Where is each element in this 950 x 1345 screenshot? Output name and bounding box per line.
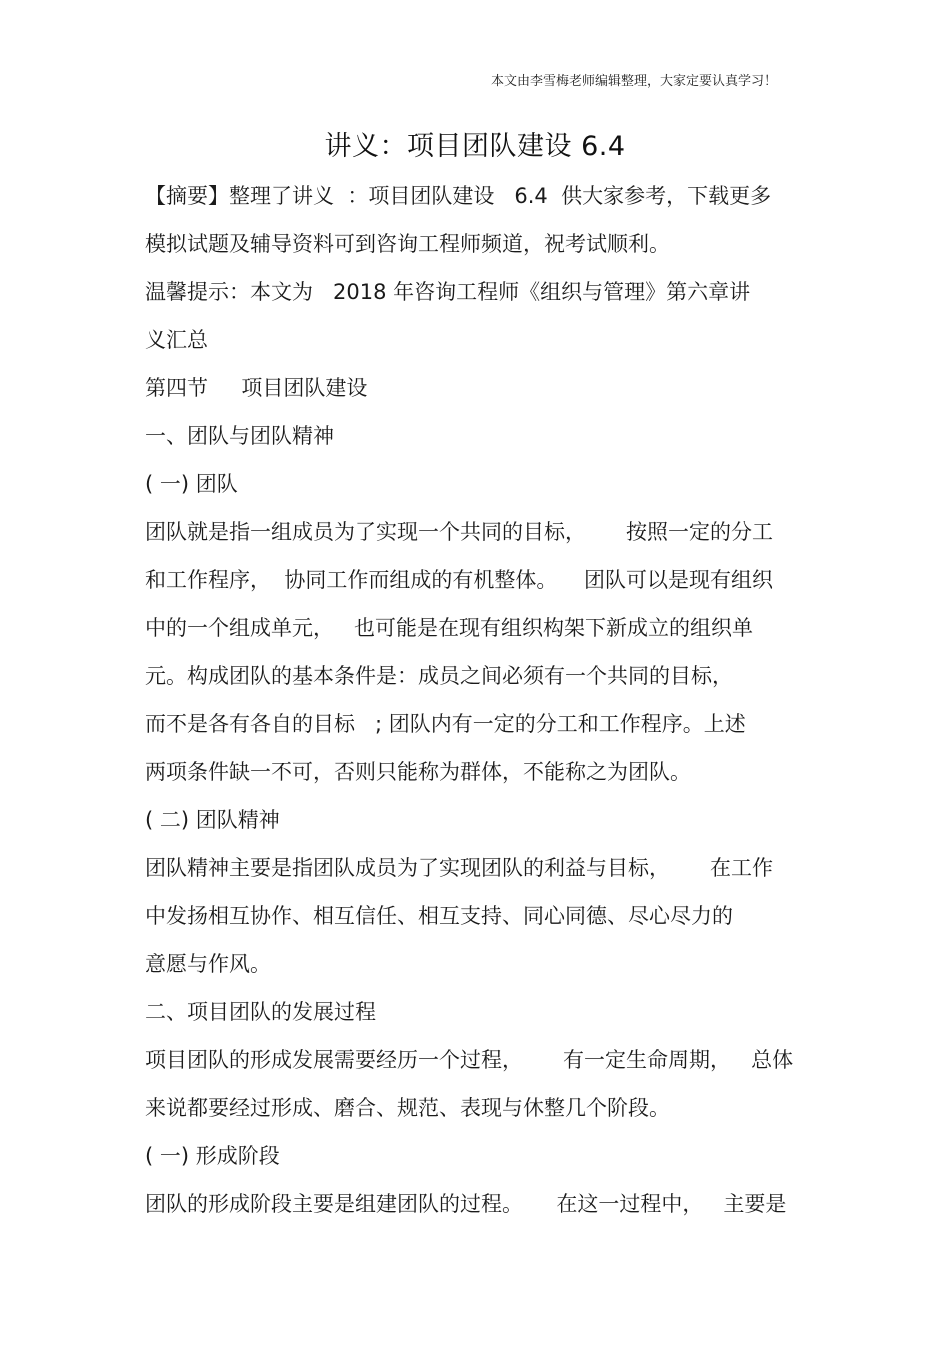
subheading-1-2: ( 二) 团队精神: [145, 808, 280, 832]
section-heading: 第四节 项目团队建设: [145, 376, 368, 400]
paragraph-line: 元。构成团队的基本条件是：成员之间必须有一个共同的目标，: [145, 664, 733, 688]
paragraph-line: 而不是各有各自的目标 ; 团队内有一定的分工和工作程序。上述: [145, 712, 746, 736]
header-note: 本文由李雪梅老师编辑整理，大家定要认真学习！: [491, 74, 778, 89]
abstract-line-1: 【摘要】整理了讲义 ：项目团队建设 6.4 供大家参考，下载更多: [145, 184, 772, 208]
heading-2: 二、项目团队的发展过程: [145, 1000, 376, 1024]
paragraph-line: 来说都要经过形成、磨合、规范、表现与休整几个阶段。: [145, 1096, 670, 1120]
heading-1: 一、团队与团队精神: [145, 424, 334, 448]
notice-line-1: 温馨提示：本文为 2018 年咨询工程师《组织与管理》第六章讲: [145, 280, 751, 304]
abstract-line-2: 模拟试题及辅导资料可到咨询工程师频道，祝考试顺利。: [145, 232, 670, 256]
paragraph-line: 和工作程序， 协同工作而组成的有机整体。 团队可以是现有组织: [145, 568, 774, 592]
paragraph-line: 中发扬相互协作、相互信任、相互支持、同心同德、尽心尽力的: [145, 904, 733, 928]
paragraph-line: 团队精神主要是指团队成员为了实现团队的利益与目标， 在工作: [145, 856, 774, 880]
paragraph-line: 意愿与作风。: [145, 952, 271, 976]
document-title: 讲义：项目团队建设 6.4: [324, 131, 626, 162]
notice-line-2: 义汇总: [145, 328, 208, 352]
subheading-1-1: ( 一) 团队: [145, 472, 238, 496]
paragraph-line: 项目团队的形成发展需要经历一个过程， 有一定生命周期， 总体: [145, 1048, 794, 1072]
paragraph-line: 两项条件缺一不可，否则只能称为群体，不能称之为团队。: [145, 760, 691, 784]
paragraph-line: 团队的形成阶段主要是组建团队的过程。 在这一过程中， 主要是: [145, 1192, 787, 1216]
paragraph-line: 团队就是指一组成员为了实现一个共同的目标， 按照一定的分工: [145, 520, 774, 544]
paragraph-line: 中的一个组成单元， 也可能是在现有组织构架下新成立的组织单: [145, 616, 754, 640]
subheading-2-1: ( 一) 形成阶段: [145, 1144, 280, 1168]
